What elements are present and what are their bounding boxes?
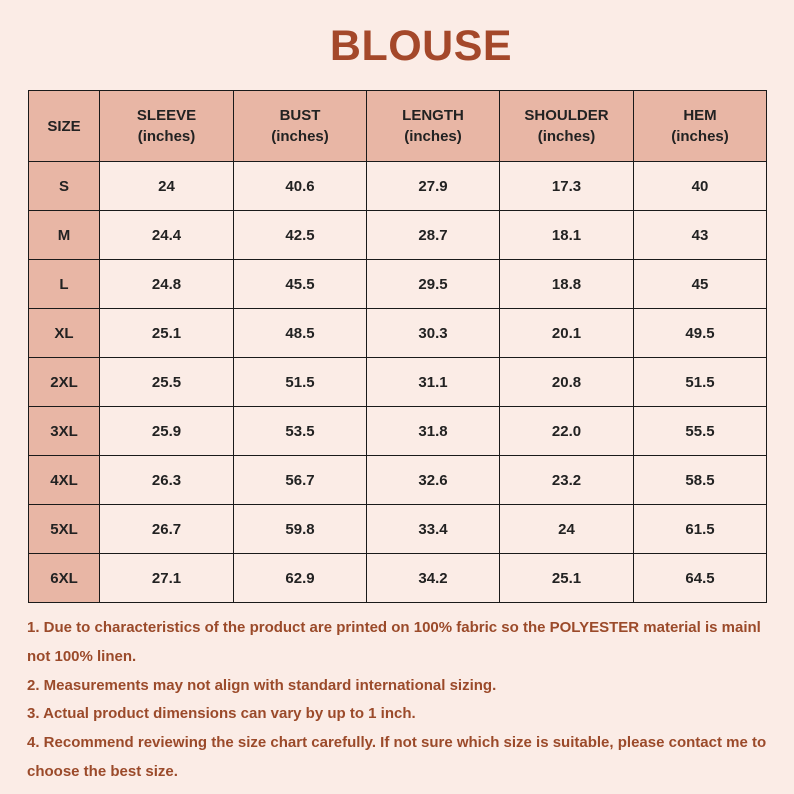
column-header-shoulder — [500, 91, 634, 162]
note-line: choose the best size. — [27, 762, 178, 780]
column-header-bust — [234, 91, 367, 162]
table-cell: 25.5 — [100, 358, 234, 407]
table-row — [29, 260, 767, 309]
table-cell: 62.9 — [234, 554, 367, 603]
table-cell: 59.8 — [234, 505, 367, 554]
column-header-label: HEM — [683, 107, 717, 124]
table-cell: 48.5 — [234, 309, 367, 358]
size-label-cell: 4XL — [29, 456, 100, 505]
table-cell: 26.3 — [100, 456, 234, 505]
column-header-length — [367, 91, 500, 162]
size-label-cell: 3XL — [29, 407, 100, 456]
table-cell: 40 — [634, 162, 767, 211]
column-header-unit: (inches) — [404, 128, 462, 145]
table-cell: 18.1 — [500, 211, 634, 260]
table-cell: 20.1 — [500, 309, 634, 358]
column-header-label: LENGTH — [402, 107, 464, 124]
table-row — [29, 407, 767, 456]
size-chart-table — [28, 90, 767, 603]
table-cell: 27.9 — [367, 162, 500, 211]
size-label-cell: 2XL — [29, 358, 100, 407]
table-cell: 49.5 — [634, 309, 767, 358]
table-cell: 53.5 — [234, 407, 367, 456]
table-row — [29, 162, 767, 211]
table-cell: 25.9 — [100, 407, 234, 456]
table-cell: 18.8 — [500, 260, 634, 309]
table-cell: 43 — [634, 211, 767, 260]
table-cell: 25.1 — [500, 554, 634, 603]
table-cell: 31.1 — [367, 358, 500, 407]
size-label-cell: S — [29, 162, 100, 211]
size-label-cell: 6XL — [29, 554, 100, 603]
table-cell: 29.5 — [367, 260, 500, 309]
table-cell: 26.7 — [100, 505, 234, 554]
table-cell: 42.5 — [234, 211, 367, 260]
note-line: not 100% linen. — [27, 647, 137, 665]
page-title: BLOUSE — [329, 22, 513, 70]
table-cell: 24.8 — [100, 260, 234, 309]
column-header-label: SIZE — [47, 117, 81, 135]
column-header-unit: (inches) — [537, 128, 596, 145]
table-cell: 17.3 — [500, 162, 634, 211]
note-line: 3. Actual product dimensions can vary by up to 1 inch. — [27, 705, 416, 723]
table-row — [29, 505, 767, 554]
table-row — [29, 211, 767, 260]
column-header-sleeve — [100, 91, 234, 162]
column-header-label: BUST — [279, 107, 321, 124]
table-body — [29, 162, 767, 603]
column-header-hem — [634, 91, 767, 162]
table-row — [29, 554, 767, 603]
table-cell: 27.1 — [100, 554, 234, 603]
table-cell: 31.8 — [367, 407, 500, 456]
table-cell: 20.8 — [500, 358, 634, 407]
note-line: 4. Recommend reviewing the size chart carefully. If not sure which size is suitable, please contact me to — [27, 734, 767, 752]
table-cell: 28.7 — [367, 211, 500, 260]
note-line: 1. Due to characteristics of the product are printed on 100% fabric so the POLYESTER material is mainl — [27, 619, 761, 636]
table-row — [29, 309, 767, 358]
column-header-unit: (inches) — [271, 128, 329, 145]
table-row — [29, 358, 767, 407]
size-label-cell: L — [29, 260, 100, 309]
column-header-unit: (inches) — [137, 128, 196, 145]
size-label-cell: XL — [29, 309, 100, 358]
table-cell: 61.5 — [634, 505, 767, 554]
table-cell: 33.4 — [367, 505, 500, 554]
table-cell: 25.1 — [100, 309, 234, 358]
notes-section — [27, 614, 794, 787]
table-cell: 32.6 — [367, 456, 500, 505]
table-header-row — [29, 91, 767, 162]
table-cell: 24.4 — [100, 211, 234, 260]
table-cell: 51.5 — [634, 358, 767, 407]
size-label-cell: 5XL — [29, 505, 100, 554]
table-cell: 64.5 — [634, 554, 767, 603]
table-cell: 24 — [100, 162, 234, 211]
table-cell: 40.6 — [234, 162, 367, 211]
column-header-label: SLEEVE — [136, 107, 197, 124]
table-cell: 30.3 — [367, 309, 500, 358]
table-cell: 45 — [634, 260, 767, 309]
table-cell: 56.7 — [234, 456, 367, 505]
table-cell: 55.5 — [634, 407, 767, 456]
column-header-unit: (inches) — [671, 128, 729, 145]
table-cell: 24 — [500, 505, 634, 554]
size-label-cell: M — [29, 211, 100, 260]
column-header-size — [29, 91, 100, 162]
table-cell: 22.0 — [500, 407, 634, 456]
table-cell: 34.2 — [367, 554, 500, 603]
table-cell: 23.2 — [500, 456, 634, 505]
table-row — [29, 456, 767, 505]
table-cell: 45.5 — [234, 260, 367, 309]
column-header-label: SHOULDER — [524, 107, 609, 124]
note-line: 2. Measurements may not align with standard international sizing. — [27, 676, 497, 694]
table-cell: 58.5 — [634, 456, 767, 505]
table-cell: 51.5 — [234, 358, 367, 407]
